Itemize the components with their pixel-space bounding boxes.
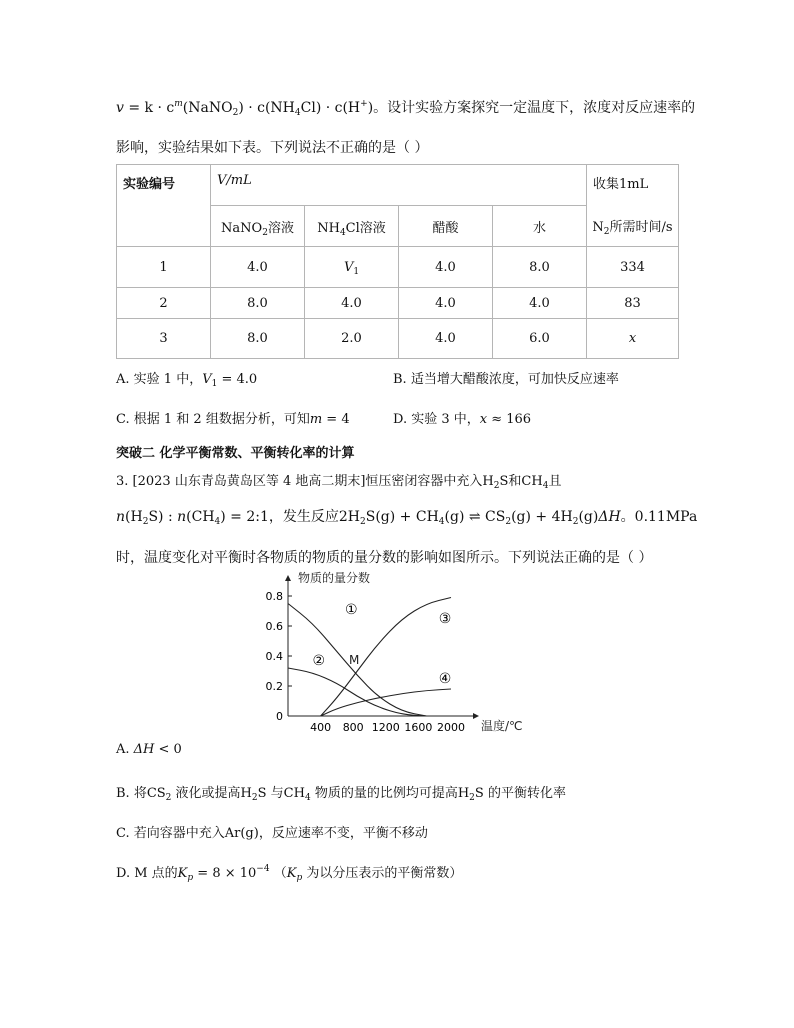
series-line-3	[321, 598, 451, 717]
y-tick-label: 0.6	[265, 620, 283, 633]
point-m-label: M	[349, 653, 360, 667]
q3-stem-line1: 3. [2023 山东青岛黄岛区等 4 地高二期末]恒压密闭容器中充入$H_2S$和$CH_4$且	[116, 474, 562, 491]
q3-stem-line2: $n(H_2S)$ : $n(CH_4)$ = 2:1，发生反应$2H_2S(g) + CH_4(g)$ ⇌ $CS_2(g) + 4H_2(g)\Delta H$。0.11MPa	[116, 509, 698, 527]
x-tick-label: 2000	[437, 721, 465, 734]
q3-option-d: D. M 点的$K_p = 8 \times 10^{-4}$ （$K_p$ 为以分压表示的平衡常数）	[116, 864, 463, 883]
header-experiment-id: 实验编号	[117, 165, 211, 247]
x-axis-label: 温度/℃	[481, 719, 523, 733]
table-row: 2 8.0 4.0 4.0 4.0 83	[117, 288, 679, 319]
y-tick-label: 0.8	[265, 590, 283, 603]
q2-option-d: D. 实验 3 中，x ≈ 166	[393, 412, 532, 427]
header-n2-time: $N_2$所需时间/s	[587, 206, 679, 247]
header-water: 水	[493, 206, 587, 247]
experiment-table	[116, 164, 679, 359]
x-tick-label: 800	[342, 721, 364, 734]
q2-option-a: A. 实验 1 中，$V_1 = 4.0$	[116, 372, 258, 389]
y-axis-label: 物质的量分数	[298, 571, 371, 585]
x-tick-label: 1200	[371, 721, 400, 734]
q2-formula-line: $v = k \cdot c^m(NaNO_2) \cdot c(NH_4Cl) \cdot c(H^+)$。设计实验方案探究一定温度下，浓度对反应速率的	[116, 99, 696, 118]
q3-option-c: C. 若向容器中充入Ar(g)，反应速率不变，平衡不移动	[116, 826, 428, 841]
q2-stem-line2: 影响，实验结果如下表。下列说法不正确的是（ ）	[116, 140, 429, 156]
series-label-2: ②	[312, 653, 326, 669]
equilibrium-chart	[248, 570, 538, 740]
y-tick-label: 0	[276, 710, 283, 723]
header-nh4cl: $NH_4Cl$溶液	[305, 206, 399, 247]
x-tick-label: 400	[310, 721, 332, 734]
series-label-3: ③	[438, 611, 452, 627]
q3-stem-line3: 时，温度变化对平衡时各物质的物质的量分数的影响如图所示。下列说法正确的是（ ）	[116, 550, 653, 566]
q2-option-b: B. 适当增大醋酸浓度，可加快反应速率	[393, 372, 619, 387]
section-title: 突破二 化学平衡常数、平衡转化率的计算	[116, 446, 355, 461]
series-label-1: ①	[345, 602, 358, 618]
q3-option-a: A. ΔH < 0	[116, 742, 182, 757]
table-row: 3 8.0 2.0 4.0 6.0 x	[117, 319, 679, 359]
q3-option-b: B. 将$CS_2$ 液化或提高$H_2S$ 与$CH_4$ 物质的量的比例均可提高$H_2S$ 的平衡转化率	[116, 786, 566, 803]
x-tick-label: 1600	[404, 721, 433, 734]
header-nano2: NaNO$_2$溶液	[211, 206, 305, 247]
header-collect: 收集1mL	[587, 165, 679, 206]
header-volume: V/mL	[211, 165, 587, 206]
y-tick-label: 0.4	[265, 650, 283, 663]
y-tick-label: 0.2	[265, 680, 283, 693]
table-row: 1 4.0 $V_1$ 4.0 8.0 334	[117, 247, 679, 288]
header-acetic-acid: 醋酸	[399, 206, 493, 247]
series-label-4: ④	[438, 671, 452, 687]
q2-option-c: C. 根据 1 和 2 组数据分析，可知m = 4	[116, 412, 350, 427]
